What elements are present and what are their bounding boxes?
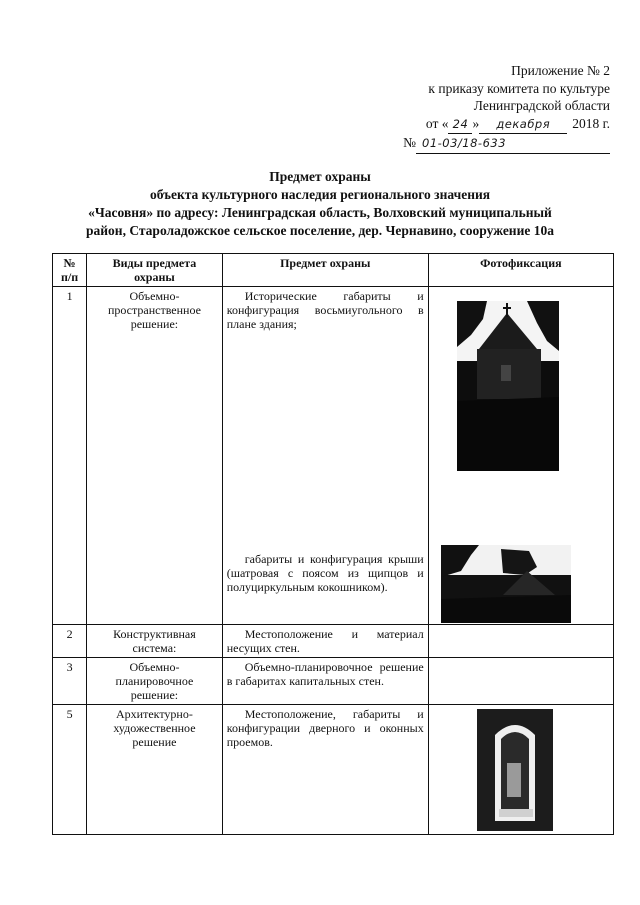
date-month: декабря bbox=[479, 116, 567, 135]
row-1-subject-a: Исторические габариты и конфигурация восьмиугольного в плане здания; bbox=[226, 289, 424, 331]
appendix-number-row bbox=[350, 134, 610, 154]
appendix-order-line: к приказу комитета по культуре bbox=[428, 80, 610, 96]
row-5-num: 5 bbox=[53, 705, 87, 835]
window-photo bbox=[477, 709, 553, 831]
roof-photo bbox=[441, 545, 571, 623]
protection-subject-table bbox=[52, 253, 614, 835]
date-prefix: от « bbox=[425, 115, 449, 131]
header-num: № п/п bbox=[53, 254, 87, 287]
heading-line-1: Предмет охраны bbox=[269, 169, 371, 184]
document-heading bbox=[40, 168, 600, 240]
heading-line-2: объекта культурного наследия регионального значения bbox=[149, 187, 491, 202]
row-3-num: 3 bbox=[53, 658, 87, 705]
row-2-type: Конструктивная система: bbox=[87, 625, 223, 658]
row-3-subject: Объемно-планировочное решение в габаритах капитальных стен. bbox=[222, 658, 428, 705]
header-photo: Фотофиксация bbox=[428, 254, 613, 287]
appendix-block bbox=[350, 62, 610, 154]
row-5-type: Архитектурно-художественное решение bbox=[87, 705, 223, 835]
row-2-subject: Местоположение и материал несущих стен. bbox=[222, 625, 428, 658]
appendix-date-row bbox=[350, 115, 610, 135]
appendix-committee-line: Ленинградской области bbox=[473, 98, 610, 113]
row-5-photos bbox=[428, 705, 613, 835]
chapel-photo bbox=[457, 301, 559, 471]
table-header-row bbox=[53, 254, 614, 287]
row-2-photo bbox=[428, 625, 613, 658]
row-3-photo bbox=[428, 658, 613, 705]
heading-line-4: район, Староладожское сельское поселение, дер. Чернавино, сооружение 10а bbox=[86, 223, 554, 238]
number-value: 01-03/18-633 bbox=[416, 135, 610, 154]
table-row bbox=[53, 705, 614, 835]
table-row bbox=[53, 658, 614, 705]
date-mid: » bbox=[472, 115, 480, 131]
row-1-subject bbox=[222, 287, 428, 625]
table-row bbox=[53, 287, 614, 625]
row-5-subject: Местоположение, габариты и конфигурации дверного и оконных проемов. bbox=[222, 705, 428, 835]
date-year: 2018 г. bbox=[572, 115, 610, 131]
table-row bbox=[53, 625, 614, 658]
row-2-num: 2 bbox=[53, 625, 87, 658]
date-day: 24 bbox=[448, 116, 472, 135]
row-1-photos bbox=[428, 287, 613, 625]
row-1-subject-b: габариты и конфигурация крыши (шатровая с поясом из щипцов и полуциркульным кокошником). bbox=[226, 552, 424, 594]
appendix-title: Приложение № 2 bbox=[511, 63, 610, 78]
number-prefix: № bbox=[403, 135, 416, 150]
row-1-num: 1 bbox=[53, 287, 87, 625]
header-type: Виды предмета охраны bbox=[87, 254, 223, 287]
header-subject: Предмет охраны bbox=[222, 254, 428, 287]
row-3-type: Объемно-планировочное решение: bbox=[87, 658, 223, 705]
row-1-type: Объемно-пространственное решение: bbox=[87, 287, 223, 625]
heading-line-3: «Часовня» по адресу: Ленинградская область, Волховский муниципальный bbox=[88, 205, 552, 220]
